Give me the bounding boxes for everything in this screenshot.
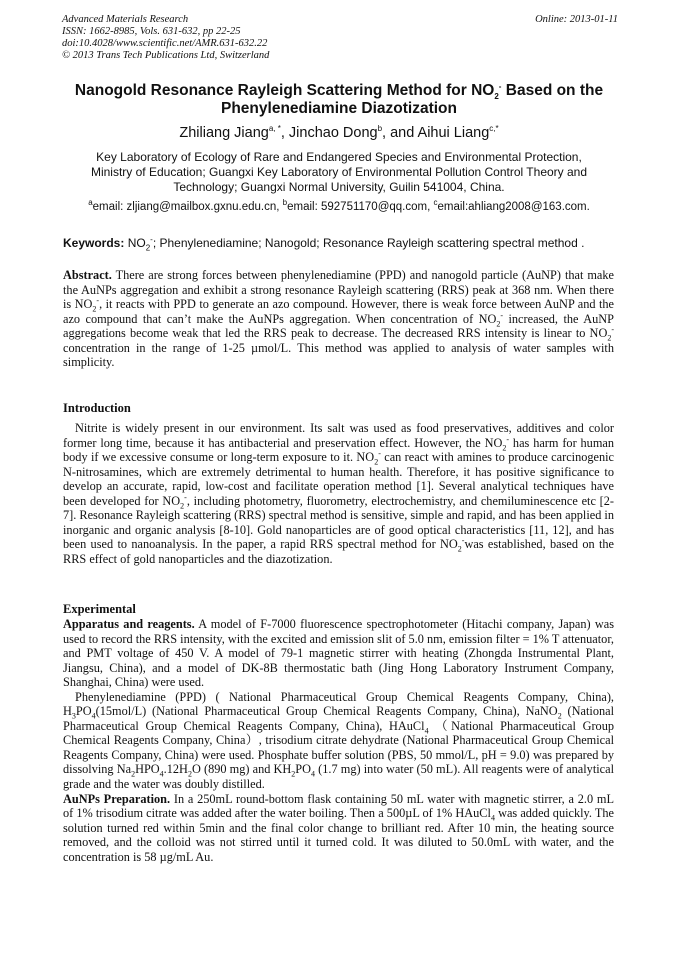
abstract-text-1: There are strong forces between phenylenediamine (PPD) and nanogold particle (AuNP) that make the AuNPs aggregation and exhibit a strong resonance Rayleigh scattering (RRS) peak at 368 nm. When there is NO [63, 268, 614, 312]
intro-text-5: was established, based on the RRS effect of gold nanoparticles and the diazotization. [63, 537, 614, 566]
journal-name: Advanced Materials Research [62, 14, 189, 25]
sup-minus: - [611, 325, 614, 335]
email-b[interactable]: email: 592751170@qq.com, [287, 201, 434, 213]
section-heading-introduction: Introduction [63, 401, 131, 415]
aunps-text-2: was added quickly. The solution turned red within 5min and the final color change to brilliant red. After 10 min, the heating source removed, and the colloid was not stirred until it turned cold. It was diluted to 50.0mL with water, and the concentration is 58 µg/mL Au. [63, 806, 614, 864]
sup-minus: - [461, 536, 465, 546]
author-1: Zhiliang Jiang [179, 125, 269, 141]
issn-line: ISSN: 1662-8985, Vols. 631-632, pp 22-25 [62, 26, 241, 37]
abstract-text-3: increased, the AuNP aggregations become weak that led the RRS peak to decrease. The decreased RRS intensity is linear to NO [63, 311, 614, 341]
sub-4: 4 [91, 711, 96, 721]
reagents-text-5: （National Pharmaceutical Group Chemical Reagents Company, China）, trisodium citrate dehydrate (National Pharmaceutical Group Chemical Reagents Company, China) were used. Phosphate buffer solution (PBS, 50 mmol/L, pH = 9.0) was prepared by dissolving Na [63, 718, 614, 777]
author-2-sup: b [377, 124, 383, 134]
sub-2: 2 [457, 544, 462, 554]
sub-2: 2 [131, 769, 136, 779]
sub-4: 4 [490, 813, 495, 823]
sup-minus: - [378, 449, 381, 458]
email-c-sup: c [433, 198, 438, 208]
reagents-text-3: (15mol/L) (National Pharmaceutical Group Chemical Reagents Company, China), NaNO [95, 704, 558, 719]
email-a[interactable]: email: zljiang@mailbox.gxnu.edu.cn, [92, 201, 283, 213]
email-line [40, 200, 638, 214]
sup-minus: - [506, 434, 510, 444]
author-3: , and Aihui Liang [382, 125, 490, 141]
keywords-rest: ; Phenylenediamine; Nanogold; Resonance Rayleigh scattering spectral method . [152, 236, 585, 250]
reagents-text-10: (1.7 mg) into water (50 mL). All reagents were of analytical grade and the water was doubly distilled. [63, 762, 614, 792]
sub-2: 2 [502, 443, 507, 452]
sub-2: 2 [187, 769, 192, 779]
affiliation-line1: Key Laboratory of Ecology of Rare and Endangered Species and Environmental Protection, [96, 150, 582, 164]
sub-2: 2 [374, 457, 379, 467]
apparatus-label: Apparatus and reagents. [63, 617, 195, 631]
reagents-text-9: PO [295, 762, 312, 777]
sup-minus: - [500, 310, 504, 320]
journal-header [62, 14, 618, 62]
author-list [40, 124, 638, 142]
sub-2: 2 [180, 501, 185, 511]
reagents-text-8: O (890 mg) and KH [191, 762, 292, 777]
affiliation-line3: Technology; Guangxi Normal University, Guilin 541004, China. [173, 180, 505, 194]
keywords-sub: 2 [145, 243, 151, 253]
affiliation-line2: Ministry of Education; Guangxi Key Laboratory of Environmental Pollution Control Theory and [90, 165, 588, 179]
affiliation [50, 150, 628, 195]
keywords-no2: NO [124, 236, 146, 250]
online-date: Online: 2013-01-11 [535, 14, 618, 25]
aunps-label: AuNPs Preparation. [63, 791, 171, 806]
author-2: , Jinchao Dong [280, 125, 378, 141]
section-heading-experimental: Experimental [63, 602, 136, 616]
copyright-line: © 2013 Trans Tech Publications Ltd, Switzerland [62, 50, 270, 61]
sub-2: 2 [557, 711, 562, 721]
sub-2: 2 [607, 333, 612, 343]
abstract-text-4: concentration in the range of 1-25 µmol/L. This method was applied to analysis of water samples with simplicity. [63, 340, 614, 370]
intro-text-2: has harm for human body if we excessive consume or long-term exposure to it. NO [63, 435, 615, 465]
author-1-sup: a, * [268, 124, 281, 134]
reagents-text-2: PO [75, 704, 92, 719]
reagents-text-6: HPO [135, 762, 160, 777]
title-line1-pre: Nanogold Resonance Rayleigh Scattering Method for NO [74, 82, 495, 99]
title-sup: - [498, 81, 502, 91]
keywords-sup: - [150, 235, 153, 244]
sub-3: 3 [71, 711, 76, 721]
author-3-sup: c,* [489, 124, 499, 134]
title-sub: 2 [494, 92, 499, 102]
reagents-text-1: Phenylenediamine (PPD) ( National Pharmaceutical Group Chemical Reagents Company, China), H [63, 689, 614, 719]
apparatus-text: A model of F-7000 fluorescence spectrophotometer (Hitachi company, Japan) was used to record the RRS intensity, with the excited and emission slit of 5.0 nm, emission filter = 1% T attenuator, and PMT voltage of 450 V. A model of 79-1 magnetic stirrer with heating (Zhongda Instrumental Plant, Jiangsu, China), and a model of DK-8B thermostatic bath (Jing Hong Laboratory Instrument Company, Shanghai, China) were used. [63, 617, 614, 690]
keywords-label: Keywords: [63, 236, 125, 250]
title-line1-post: Based on the [501, 82, 604, 99]
aunps-text-1: In a 250mL round-bottom flask containing 50 mL water with magnetic stirrer, a 2.0 mL of 1% trisodium citrate was added after the water boiling. Then a 500µL of 1% HAuCl [63, 791, 615, 821]
sub-2: 2 [496, 319, 501, 329]
sup-minus: - [96, 296, 100, 305]
paper-title [50, 82, 628, 118]
abstract [63, 268, 614, 370]
keywords [63, 235, 619, 253]
sub-4: 4 [424, 726, 429, 736]
abstract-label: Abstract. [63, 268, 112, 282]
email-b-sup: b [282, 198, 288, 208]
sub-4: 4 [311, 769, 316, 779]
sub-2: 2 [291, 769, 296, 779]
sub-2: 2 [92, 304, 97, 314]
intro-text-3: can react with amines to produce carcinogenic N-nitrosamines, which are extremely detrimental to human health. Therefore, it has positive significance to develop an accurate, rapid, low-cost and facilitate operation method [1]. Several analytical techniques have been developed for NO [63, 450, 614, 508]
experimental-body [63, 617, 614, 864]
doi-line[interactable]: doi:10.4028/www.scientific.net/AMR.631-632.22 [62, 38, 268, 49]
title-line2: Phenylenediamine Diazotization [221, 100, 457, 117]
email-c[interactable]: email:ahliang2008@163.com. [437, 201, 590, 213]
sub-4: 4 [159, 769, 164, 779]
intro-text-4: , including photometry, fluorometry, electrochemistry, and chemiluminescence etc [2-7]. Resonance Rayleigh scattering (RRS) spectral method is sensitive, simple and rapid, and has been applied in inorganic and organic analysis [8-10]. Gold nanoparticles are of good optical characteristics [11, 12], and has been used to nanoanalysis. In the paper, a rapid RRS spectral method for NO [63, 493, 615, 552]
intro-text-1: Nitrite is widely present in our environment. Its salt was used as food preservatives, additives and color former long time, because it has antibacterial and preservation effect. However, the NO [63, 421, 614, 450]
reagents-text-4: (National Pharmaceutical Group Chemical Reagents Company, China), HAuCl [63, 704, 614, 733]
introduction-body [63, 421, 614, 566]
sup-minus: - [184, 492, 187, 502]
email-a-sup: a [88, 198, 93, 208]
abstract-text-2: , it reacts with PPD to generate an azo compound. However, there is weak force between AuNP and the azo compound that can’t make the AuNPs aggregation. When concentration of NO [63, 297, 614, 326]
reagents-text-7: .12H [163, 762, 188, 777]
